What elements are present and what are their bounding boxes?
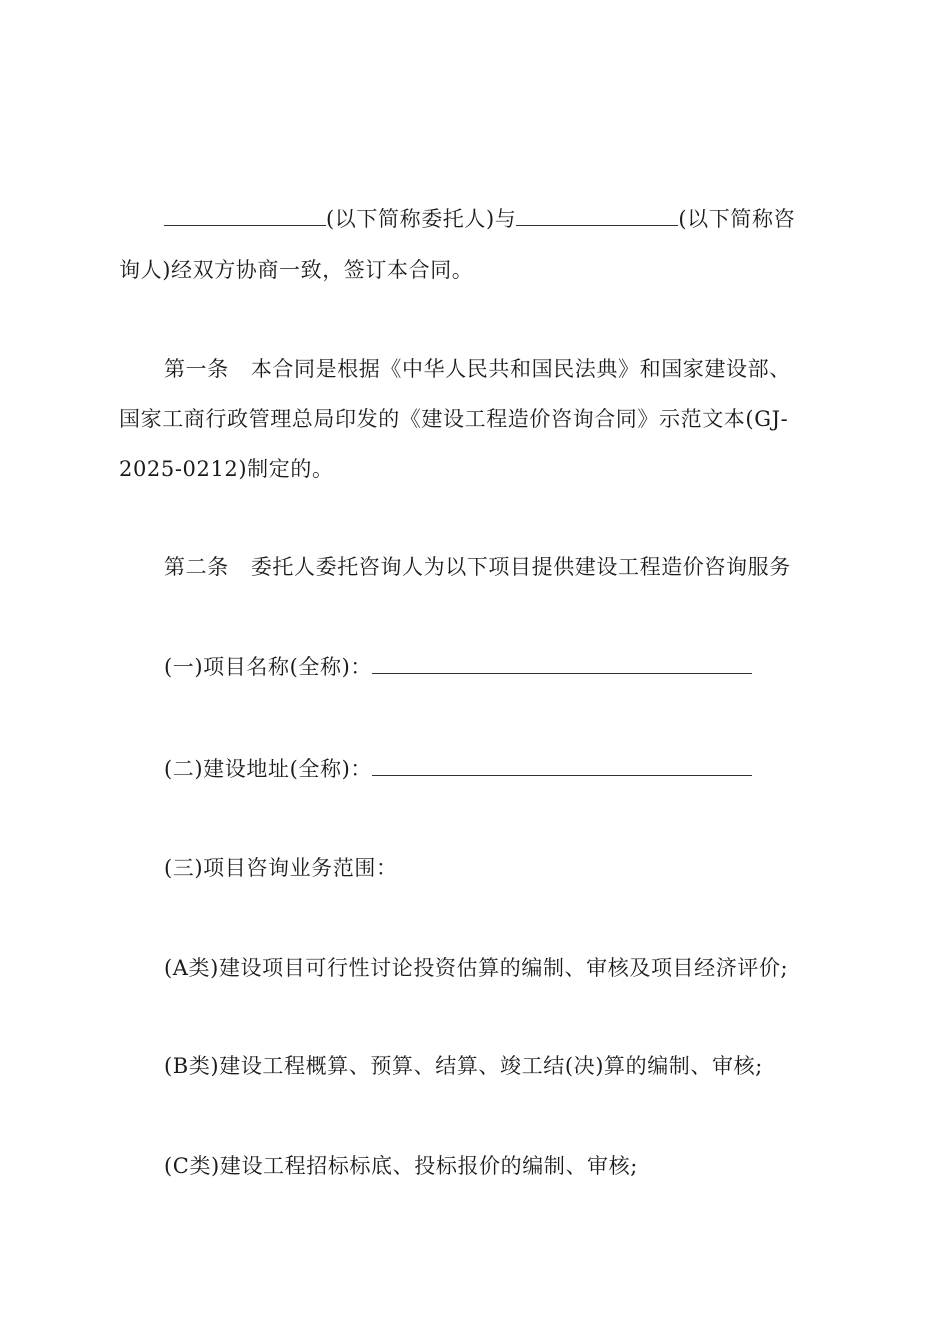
project-name-label: (一)项目名称(全称)： xyxy=(164,655,372,679)
preamble-line-1 xyxy=(0,204,950,234)
article-1-label: 第一条 xyxy=(164,357,229,381)
address-label: (二)建设地址(全称)： xyxy=(164,757,372,781)
article-2-text: 委托人委托咨询人为以下项目提供建设工程造价咨询服务 xyxy=(250,555,791,579)
preamble-text-2: (以下简称咨 xyxy=(678,207,796,231)
preamble-line-2 xyxy=(0,255,950,285)
project-name-blank[interactable] xyxy=(372,653,752,674)
class-c-line xyxy=(0,1151,950,1181)
scope-line xyxy=(0,853,950,883)
article-1-text-2: 国家工商行政管理总局印发的《建设工程造价咨询合同》示范文本(GJ- xyxy=(119,407,789,431)
preamble-text-1: (以下简称委托人)与 xyxy=(326,207,517,231)
article-2-line xyxy=(0,552,950,582)
article-1-line-3 xyxy=(0,454,950,484)
article-1-text-3: 2025-0212)制定的。 xyxy=(119,457,334,481)
class-b-line xyxy=(0,1051,950,1081)
article-2-label: 第二条 xyxy=(164,555,229,579)
article-1-line-1 xyxy=(0,354,950,384)
address-blank[interactable] xyxy=(372,755,752,776)
scope-label: (三)项目咨询业务范围： xyxy=(164,856,398,880)
project-name-line xyxy=(0,652,950,682)
class-c-text: (C类)建设工程招标标底、投标报价的编制、审核; xyxy=(164,1154,638,1178)
address-line xyxy=(0,754,950,784)
client-name-blank[interactable] xyxy=(164,205,326,226)
article-1-text-1: 本合同是根据《中华人民共和国民法典》和国家建设部、 xyxy=(250,357,791,381)
class-b-text: (B类)建设工程概算、预算、结算、竣工结(决)算的编制、审核; xyxy=(164,1054,763,1078)
article-1-line-2 xyxy=(0,404,950,434)
class-a-line xyxy=(0,953,950,983)
preamble-text-3: 询人)经双方协商一致，签订本合同。 xyxy=(119,258,474,282)
class-a-text: (A类)建设项目可行性讨论投资估算的编制、审核及项目经济评价; xyxy=(164,956,789,980)
consultant-name-blank[interactable] xyxy=(516,205,678,226)
